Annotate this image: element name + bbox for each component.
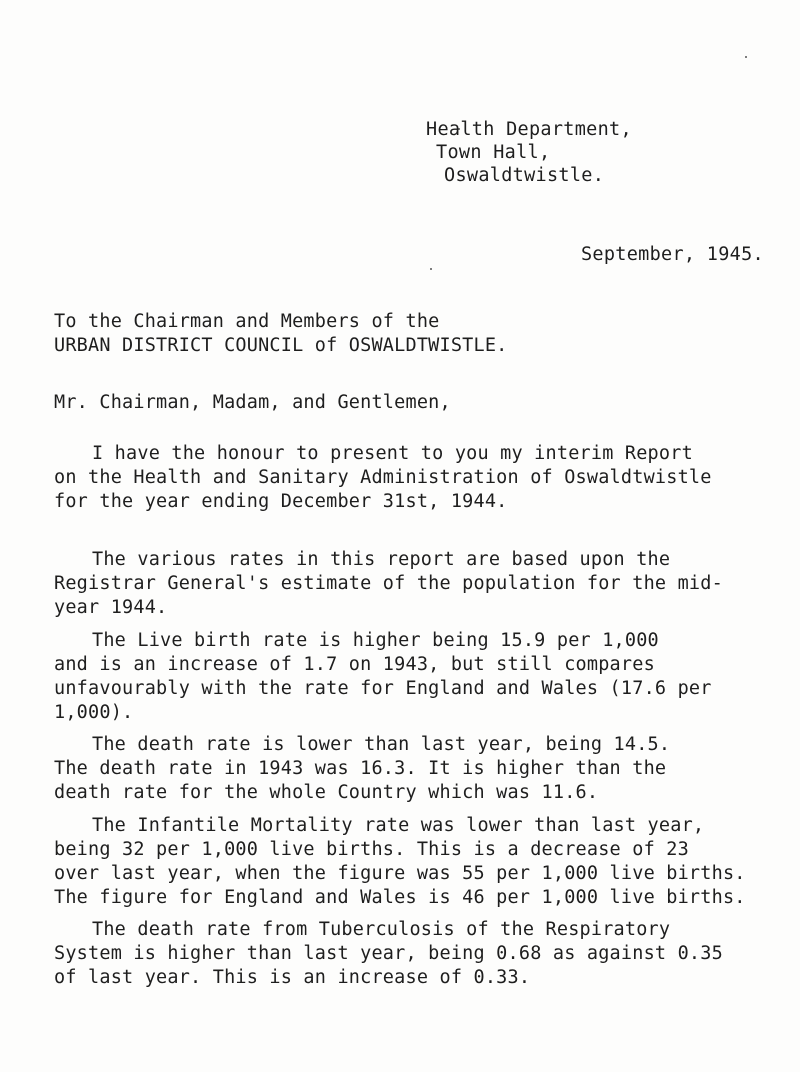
paragraph-line: being 32 per 1,000 live births. This is a decrease of 23 [54, 839, 689, 860]
paragraph-line: System is higher than last year, being 0.68 as against 0.35 [54, 943, 723, 964]
addressee-line-2: URBAN DISTRICT COUNCIL of OSWALDTWISTLE. [54, 335, 508, 356]
letter-date: September, 1945. [580, 244, 764, 265]
letterhead-address [426, 118, 632, 187]
paragraph-infantile-mortality [54, 814, 764, 910]
paragraph-line: 1,000). [54, 702, 134, 723]
paragraph-line: over last year, when the figure was 55 per 1,000 live births. [54, 863, 746, 884]
letterhead-building: Town Hall, [436, 142, 551, 163]
letterhead-town: Oswaldtwistle. [444, 165, 605, 186]
letterhead-department: Health Department, [426, 119, 632, 140]
paragraph-birth-rate [54, 629, 764, 725]
paragraph-line: I have the honour to present to you my interim Report [92, 443, 693, 464]
addressee [54, 310, 508, 358]
paragraph-interim-report [54, 442, 764, 514]
paper-speck [745, 56, 747, 58]
paragraph-line: The Live birth rate is higher being 15.9 per 1,000 [92, 630, 659, 651]
paragraph-line: unfavourably with the rate for England and Wales (17.6 per [54, 678, 712, 699]
paragraph-line: year 1944. [54, 597, 168, 618]
greeting: Mr. Chairman, Madam, and Gentlemen, [54, 392, 451, 413]
paper-speck [430, 268, 432, 270]
paragraph-line: on the Health and Sanitary Administration of Oswaldtwistle [54, 467, 712, 488]
paragraph-line: The death rate in 1943 was 16.3. It is higher than the [54, 758, 667, 779]
paragraph-line: death rate for the whole Country which was 11.6. [54, 782, 599, 803]
paragraph-line: The death rate from Tuberculosis of the Respiratory [92, 919, 671, 940]
paragraph-population-basis [54, 548, 764, 620]
paragraph-death-rate [54, 733, 764, 805]
paragraph-line: Registrar General's estimate of the population for the mid- [54, 573, 723, 594]
paragraph-line: The figure for England and Wales is 46 per 1,000 live births. [54, 887, 746, 908]
paragraph-line: and is an increase of 1.7 on 1943, but still compares [54, 654, 655, 675]
paragraph-line: The Infantile Mortality rate was lower than last year, [92, 815, 705, 836]
paragraph-line: The death rate is lower than last year, being 14.5. [92, 734, 671, 755]
paragraph-line: for the year ending December 31st, 1944. [54, 491, 508, 512]
addressee-line-1: To the Chairman and Members of the [54, 311, 440, 332]
paragraph-line: The various rates in this report are based upon the [92, 549, 671, 570]
paragraph-line: of last year. This is an increase of 0.33. [54, 967, 531, 988]
paragraph-tuberculosis [54, 918, 764, 990]
